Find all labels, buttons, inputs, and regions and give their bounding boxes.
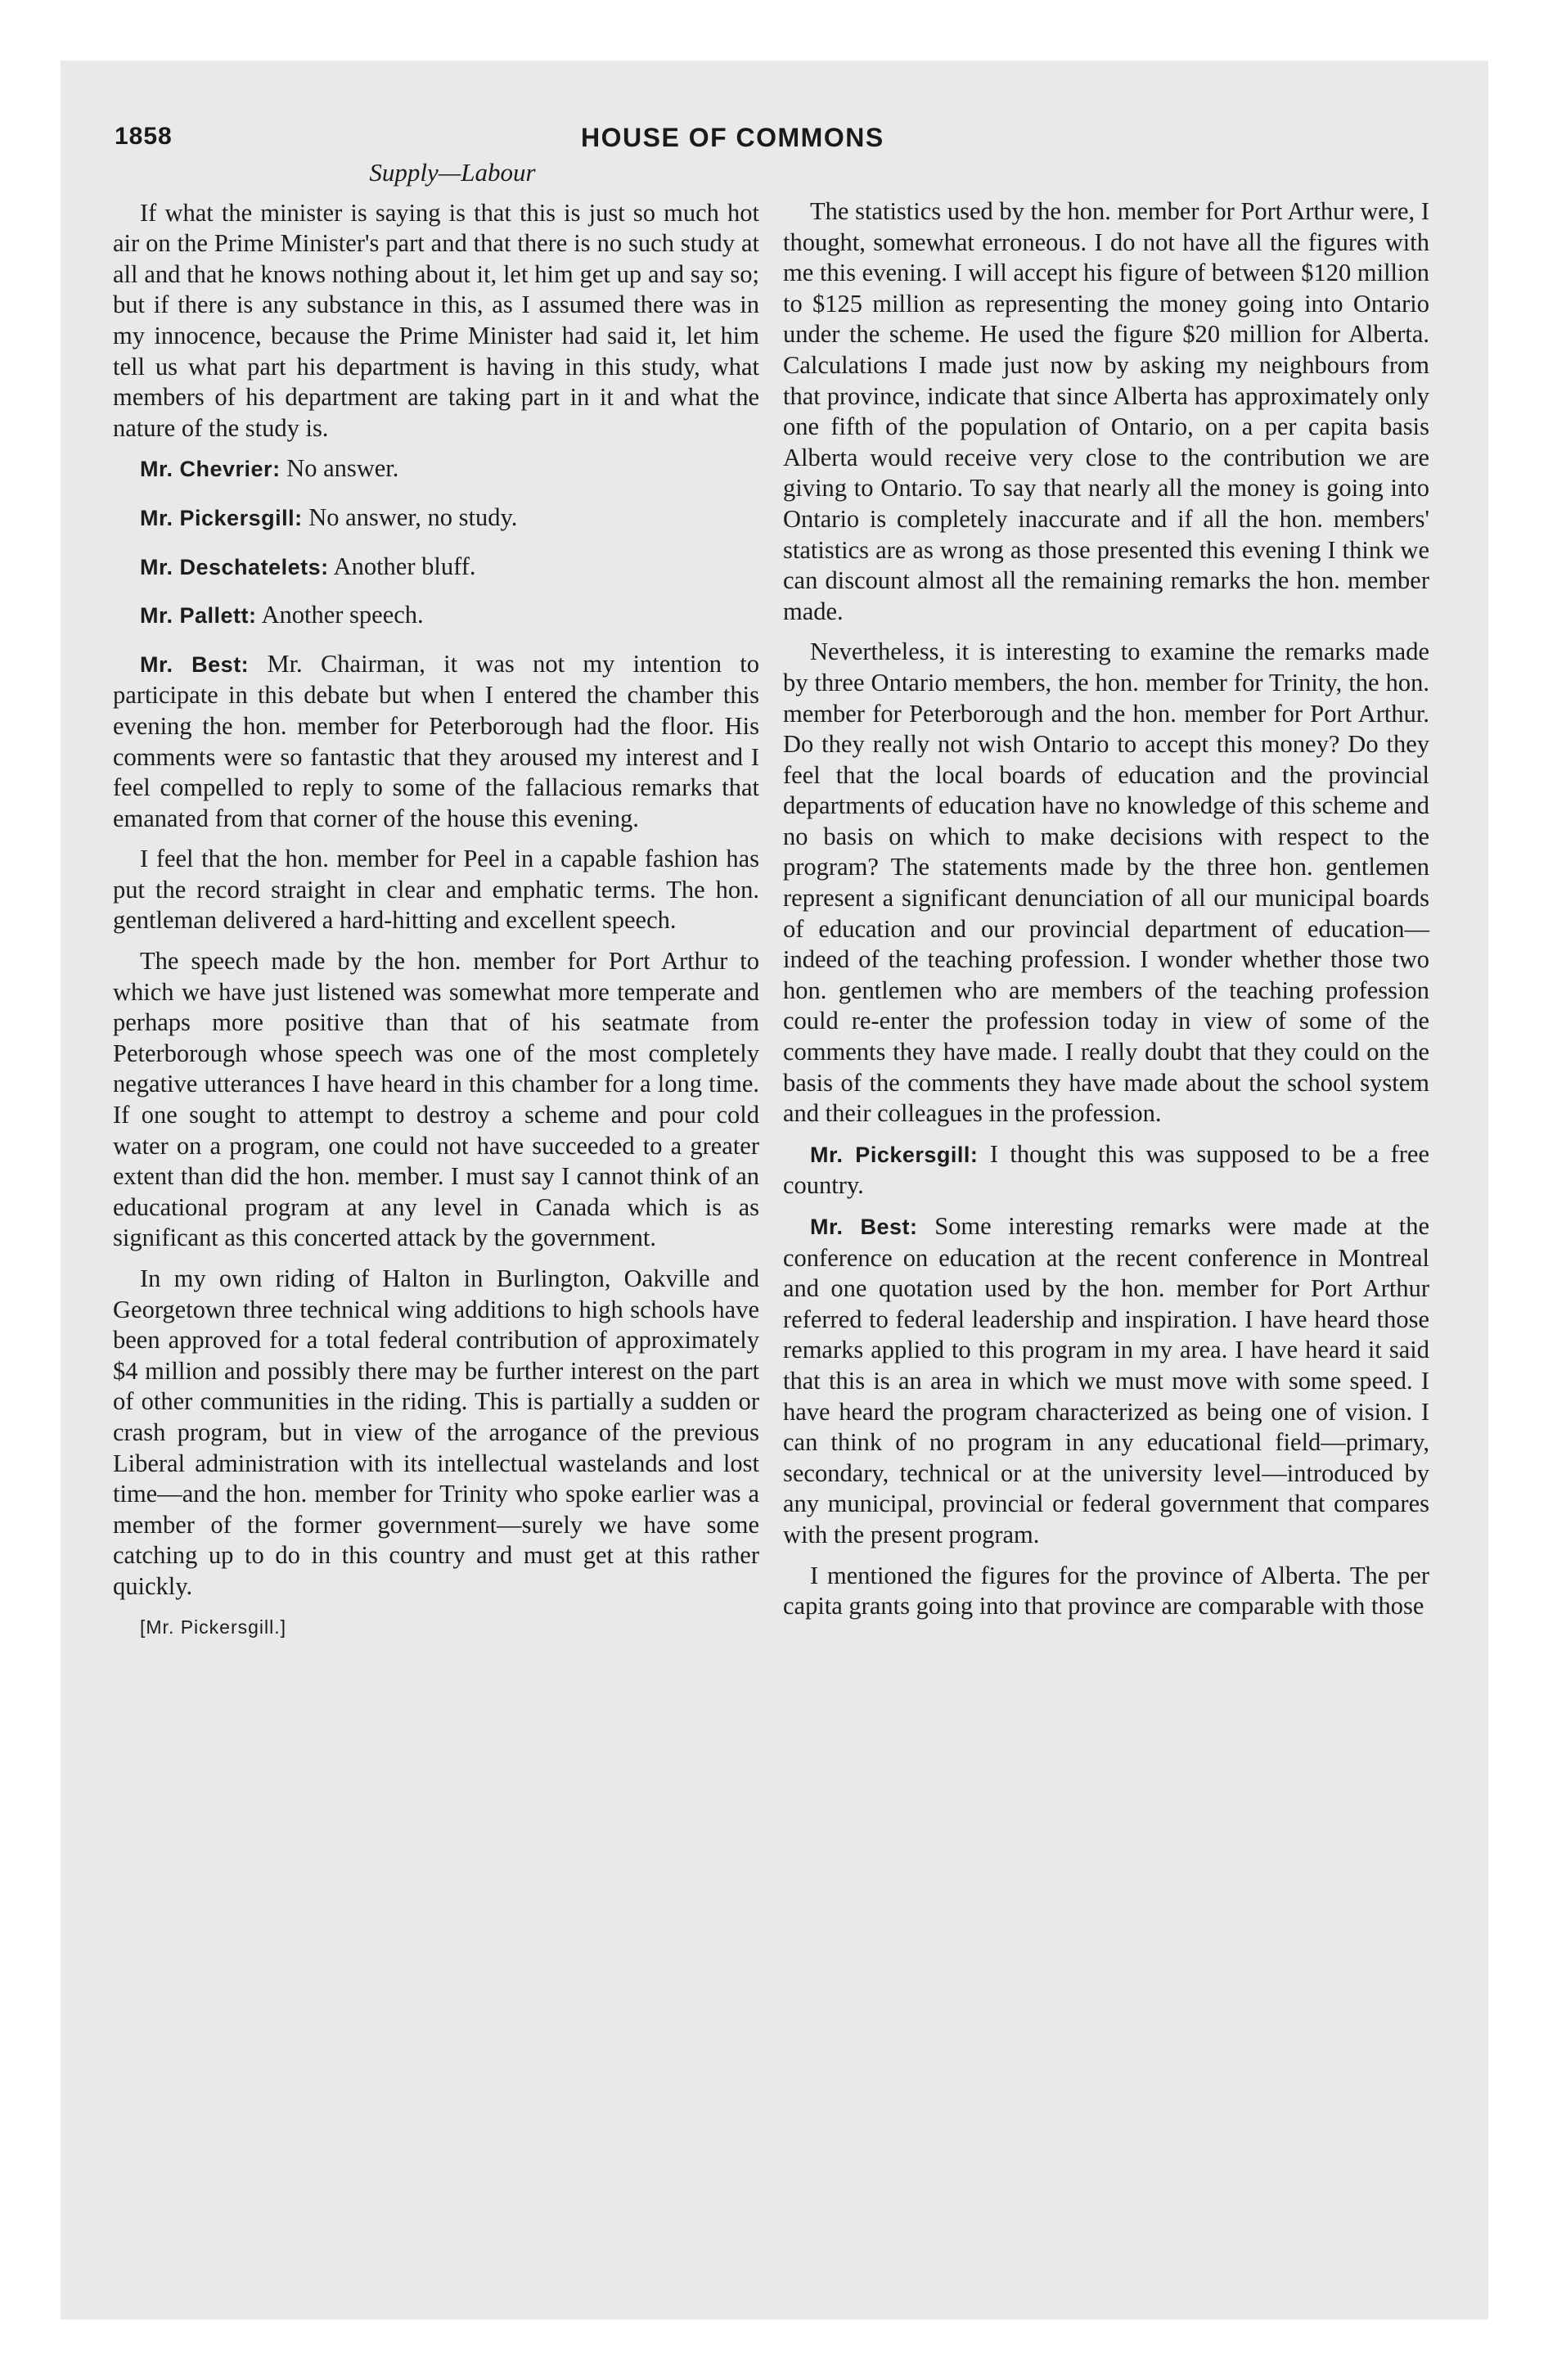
speaker-name: Mr. Chevrier: [140, 457, 281, 482]
speaker-name: Mr. Pickersgill: [140, 505, 303, 530]
speech-best [113, 649, 759, 835]
left-column [113, 157, 759, 1643]
speaker-name: Mr. Deschatelets: [140, 554, 329, 579]
footer-note: [Mr. Pickersgill.] [140, 1616, 287, 1638]
paragraph: The speech made by the hon. member for Port Arthur to which we have just listened was somewhat more temperate and perhaps more positive than that of his seatmate from Peterborough whose speech was one of the most completely negative utterances I have heard in this chamber for a long time. If one sought to attempt to destroy a scheme and pour cold water on a program, one could not have succeeded to a greater extent than did the hon. member. I must say I cannot think of an educational program at any level in Canada which is as significant as this concerted attack by the government. [113, 947, 759, 1252]
paragraph: The statistics used by the hon. member for Port Arthur were, I thought, somewhat erroneous. I do not have all the figures with me this evening. I will accept his figure of between $120 million to $125 million as representing the money going into Ontario under the scheme. He used the figure $20 million for Alberta. Calculations I made just now by asking my neighbours from that province, indicate that since Alberta has approximately only one fifth of the population of Ontario, on a per capita basis Alberta would receive very close to the contribution we are giving to Ontario. To say that nearly all the money is going into Ontario is completely inaccurate and if all the hon. members' statistics are as wrong as those presented this evening I think we can discount almost all the remaining remarks the hon. member made. [783, 197, 1429, 625]
speech-chevrier [113, 453, 759, 485]
speech-pickersgill [113, 503, 759, 534]
speech-best-2 [783, 1211, 1429, 1551]
page-number: 1858 [115, 123, 173, 150]
speech-text: I thought this was supposed to be a free country. [783, 1139, 1429, 1200]
speaker-name: Mr. Pallett: [140, 603, 257, 629]
speech-deschatelets [113, 552, 759, 584]
paragraph: In my own riding of Halton in Burlington, Oakville and Georgetown three technical wing additions to high schools have been approved for a total federal contribution of approximately $4 million and possibly there may be further interest on the part of other communities in the riding. This is partially a sudden or crash program, but in view of the arrogance of the previous Liberal administration with its intellectual wastelands and lost time—and the hon. member for Trinity who spoke earlier was a member of the former government—surely we have some catching up to do in this country and must get at this rather quickly. [113, 1264, 759, 1600]
speaker-name: Mr. Pickersgill: [810, 1142, 979, 1167]
paragraph: I feel that the hon. member for Peel in a capable fashion has put the record straight in clear and emphatic terms. The hon. gentleman delivered a hard-hitting and excellent speech. [113, 845, 759, 935]
paragraph: Nevertheless, it is interesting to examine the remarks made by three Ontario members, the hon. member for Trinity, the hon. member for Peterborough and the hon. member for Port Arthur. Do they really not wish Ontario to accept this money? Do they feel that the local boards of education and the provincial departments of education have no knowledge of this scheme and no basis on which to make decisions with respect to the program? The statements made by the three hon. gentlemen represent a significant denunciation of all our municipal boards of education and our provincial department of education—indeed of the teaching profession. I wonder whether those two hon. gentlemen who are members of the teaching profession could re-enter the profession today in view of some of the comments they have made. I really doubt that they could on the basis of the comments they have made about the school system and their colleagues in the profession. [783, 638, 1429, 1128]
speech-text: No answer. [286, 454, 399, 483]
speech-text: Mr. Chairman, it was not my intention to participate in this debate but when I entered the chamber this evening the hon. member for Peterborough had the floor. His comments were so fantastic that they aroused my interest and I feel compelled to reply to some of the fallacious remarks that emanated from that corner of the house this evening. [113, 649, 760, 832]
speaker-name: Mr. Best: [810, 1215, 918, 1239]
paragraph: I mentioned the figures for the province of Alberta. The per capita grants going into that province are comparable with those [783, 1561, 1429, 1620]
speech-pickersgill-2 [783, 1139, 1429, 1201]
speech-text: Some interesting remarks were made at the conference on education at the recent conference in Montreal and one quotation used by the hon. member for Port Arthur referred to federal leadership and inspiration. I have heard those remarks applied to this program in my area. I have heard it said that this is an area in which we must move with some speed. I have heard the program characterized as being one of vision. I can think of no program in any educational field—primary, secondary, technical or at the university level—introduced by any municipal, provincial or federal government that compares with the present program. [783, 1212, 1430, 1548]
speaker-name: Mr. Best: [140, 651, 250, 677]
speech-text: Another bluff. [333, 552, 476, 580]
section-subheader: Supply—Labour [369, 158, 536, 187]
speech-pallett [113, 600, 759, 632]
speech-text: Another speech. [261, 601, 424, 629]
speech-text: No answer, no study. [308, 503, 518, 531]
document-page [61, 61, 1488, 2319]
right-column [783, 196, 1429, 1632]
header-title: HOUSE OF COMMONS [581, 123, 884, 152]
paragraph: If what the minister is saying is that this is just so much hot air on the Prime Minister's part and that there is no such study at all and that he knows nothing about it, let him get up and say so; but if there is any substance in this, as I assumed there was in my innocence, because the Prime Minister had said it, let him tell us what part his department is having in this study, what members of his department are taking part in it and what the nature of the study is. [113, 198, 759, 442]
